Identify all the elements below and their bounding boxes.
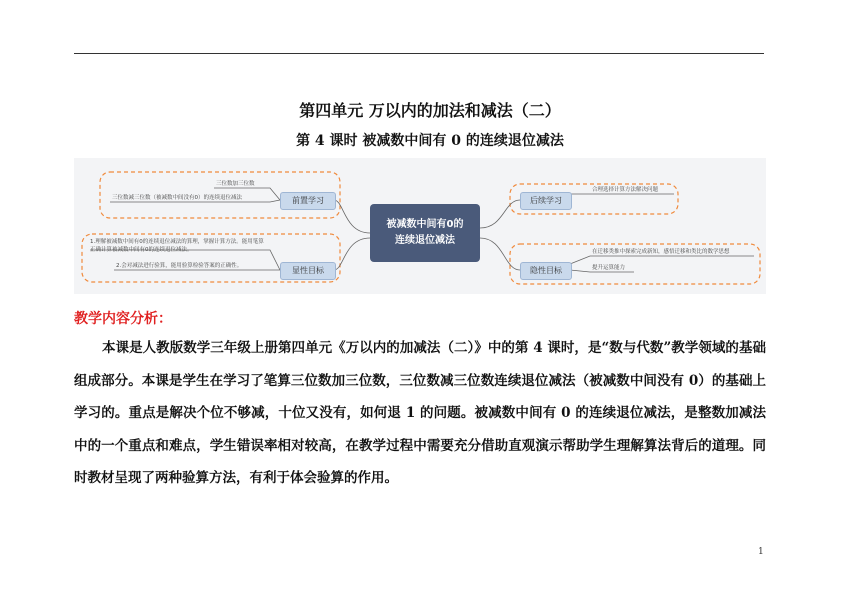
page-title: 第四单元 万以内的加法和减法（二）: [299, 101, 561, 120]
preview-node: 前置学习: [280, 192, 336, 210]
implicit-goal-node: 隐性目标: [520, 262, 572, 280]
explicit-leaf-1: 1.理解被减数中间有0的连续退位减法的算理，掌握计算方法。能用笔算正确计算被减数中间有0的连续退位减法。: [90, 239, 264, 253]
connector-follow: [480, 200, 520, 228]
lesson-subtitle: 第 4 课时 被减数中间有 0 的连续退位减法: [296, 133, 564, 149]
mind-map-center-node: [370, 204, 480, 262]
follow-up-node: 后续学习: [520, 192, 572, 210]
follow-leaf-1: 合理选择计算方法解决问题: [592, 187, 659, 193]
section-heading: 教学内容分析：: [74, 311, 172, 327]
preview-leaf-1: 三位数加三位数: [216, 181, 255, 187]
mind-map: [74, 158, 766, 294]
preview-leaf-2: 三位数减三位数（被减数中间没有0）的连续退位减法: [112, 195, 243, 201]
implicit-leaf-2: 提升运算能力: [592, 265, 626, 271]
analysis-paragraph: 本课是人教版数学三年级上册第四单元《万以内的加减法（二）》中的第 4 课时，是“数与代数”教学领域的基础组成部分。本课是学生在学习了笔算三位数加三位数，三位数减三位数连续退位减法（被减数中间没有 0）的基础上学习的。重点是解决个位不够减，十位又没有，如何退 1 的问题。被减数中间有 0 的连续退位减法，是整数加减法中的一个重点和难点，学生错误率相对较高，在教学过程中需要充分借助直观演示帮助学生理解算法背后的道理。同时教材呈现了两种验算方法，有利于体会验算的作用。: [74, 340, 766, 486]
connector-implicit-1: [570, 256, 754, 264]
center-node-label: 被减数中间有0的连续退位减法: [386, 219, 464, 246]
connector-implicit: [480, 238, 520, 270]
explicit-goal-node: 显性目标: [280, 262, 336, 280]
page-number: 1: [758, 547, 764, 557]
implicit-leaf-1: 在迁移类推中探索完成新知，感悟迁移和类比的数学思想: [592, 249, 730, 255]
connector-preview: [334, 200, 370, 233]
explicit-leaf-2: 2.会对减法进行验算，能用验算检验答案的正确性。: [116, 263, 243, 269]
header-rule: [74, 53, 764, 54]
